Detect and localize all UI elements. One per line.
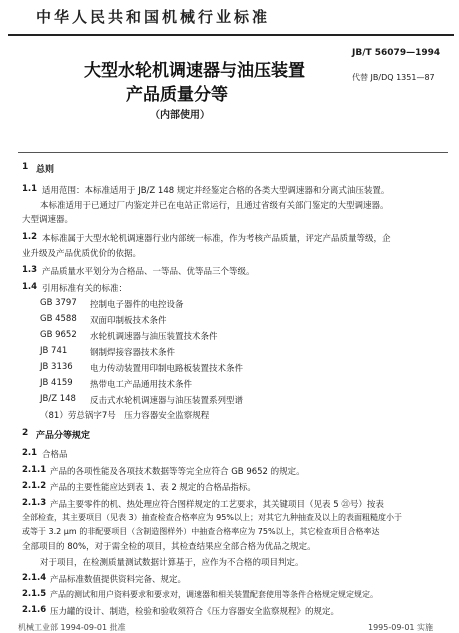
clause-text: 业升级及产品优质优价的依据。 [22, 249, 142, 259]
clause-text: 产品质量水平划分为合格品、一等品、优等品三个等级。 [42, 267, 255, 277]
clause-text: 全部检查，其主要项目（见表 3）抽查检查合格率应为 95%以上；对其它九种抽查及以上的表面粗糙度小于 [22, 513, 402, 522]
ref-code: GB 9652 [40, 330, 77, 340]
clause-number: 2.1.2 [22, 481, 47, 491]
ref-title: 钢制焊接容器技术条件 [90, 348, 176, 358]
ref-title: 双面印制板技术条件 [90, 316, 167, 326]
clause-number: 1.3 [22, 265, 38, 275]
clause-number: 2.1.6 [22, 605, 47, 615]
clause-text: 产品的主要性能应达到表 1、表 2 规定的合格品指标。 [50, 483, 256, 493]
approval-date: 机械工业部 1994-09-01 批准 [18, 623, 126, 632]
document-title-line1: 大型水轮机调速器与油压装置 [84, 61, 305, 81]
ref-title: 电力传动装置用印制电路板装置技术条件 [90, 364, 244, 374]
clause-text: 本标准属于大型水轮机调速器行业内部统一标准，作为考核产品质量，评定产品质量等级，企 [42, 234, 391, 244]
ref-code: JB/Z 148 [40, 394, 76, 404]
clause-number: 2.1.3 [22, 498, 47, 508]
ref-note: （81）劳总锅字7号 压力容器安全监察规程 [40, 411, 210, 421]
clause-text: 合格品 [42, 450, 68, 460]
ref-title: 水轮机调速器与油压装置技术条件 [90, 332, 218, 342]
standard-number: JB/T 56079—1994 [352, 48, 441, 58]
clause-number: 2.1.5 [22, 589, 47, 599]
clause-text: 产品的各项性能及各项技术数据等等完全应符合 GB 9652 的规定。 [50, 467, 305, 477]
clause-text: 引用标准有关的标准： [42, 284, 128, 294]
clause-text: 对于项目，在检测质量测试数据计算基于，应作为不合格的项目判定。 [40, 558, 304, 568]
clause-text: 适用范围：本标准适用于 JB/Z 148 规定并经鉴定合格的各类大型调速器和分离式油压装置。 [42, 186, 390, 196]
section-2-title: 产品分等规定 [36, 431, 91, 441]
clause-number: 2.1.4 [22, 573, 47, 583]
clause-number: 1.1 [22, 184, 38, 194]
clause-text: 产品主要零件的机、热处理应符合图样规定的工艺要求，其关键项目（见表 5 ㉑号）按表 [50, 500, 384, 510]
clause-text: 或等于 3.2 μm 的非配要项目（含制造图样外）中抽查合格率应为 75%以上，其它检查项目合格率达 [22, 527, 380, 536]
replaces-standard: 代替 JB/DQ 1351—87 [352, 73, 435, 82]
section-1-number: 1 [22, 162, 29, 172]
ref-title: 热带电工产品通用技术条件 [90, 380, 193, 390]
ref-code: GB 3797 [40, 298, 77, 308]
clause-text: 本标准适用于已通过厂内鉴定并已在电站正常运行，且通过省级有关部门鉴定的大型调速器。 [40, 201, 389, 211]
ref-code: JB 3136 [40, 362, 73, 372]
ref-code: GB 4588 [40, 314, 77, 324]
clause-number: 1.2 [22, 232, 38, 242]
clause-number: 1.4 [22, 282, 38, 292]
internal-use-note: （内部使用） [150, 110, 210, 121]
ref-title: 控制电子器件的电控设备 [90, 300, 184, 310]
standard-org-header: 中华人民共和国机械行业标准 [36, 8, 271, 26]
clause-text: 大型调速器。 [22, 215, 74, 225]
clause-text: 产品的测试和用户资料要求和要求对，调速器和相关装置配套使用等条件合格规定规定规定。 [50, 590, 378, 599]
ref-title: 反击式水轮机调速器与油压装置系列型谱 [90, 396, 244, 406]
section-1-title: 总则 [36, 165, 55, 175]
header-divider [8, 34, 454, 36]
clause-number: 2.1.1 [22, 465, 47, 475]
clause-text: 产品标准数值提供资料完备、规定。 [50, 575, 187, 585]
effective-date: 1995-09-01 实施 [368, 623, 434, 632]
ref-code: JB 741 [40, 346, 68, 356]
title-divider [18, 152, 448, 153]
clause-text: 全部项目的 80%，对于需全检的项目，其检查结果应全部合格为优品之规定。 [22, 542, 316, 552]
document-title-line2: 产品质量分等 [126, 85, 228, 105]
clause-text: 压力罐的设计、制造，检验和验收须符合《压力容器安全监察规程》的规定。 [50, 607, 340, 617]
section-2-number: 2 [22, 428, 29, 438]
ref-code: JB 4159 [40, 378, 73, 388]
clause-number: 2.1 [22, 448, 38, 458]
